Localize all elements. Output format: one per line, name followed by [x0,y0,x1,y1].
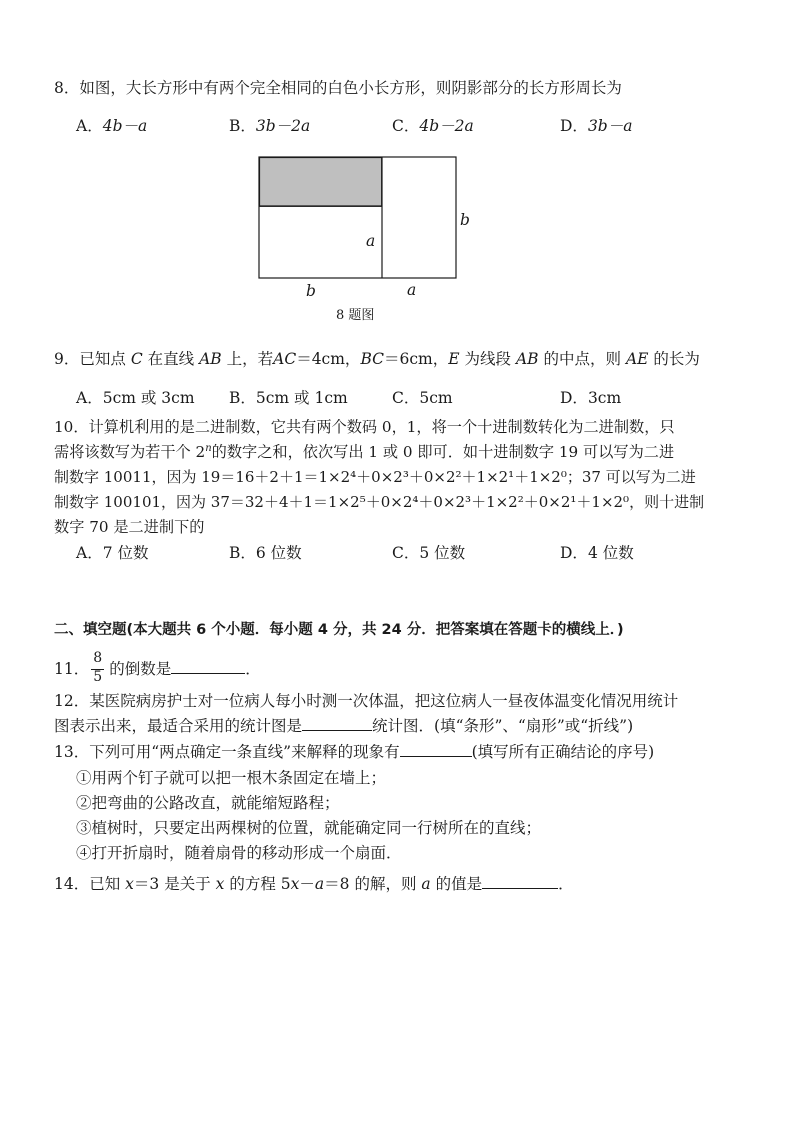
question-8-stem: 8．如图，大长方形中有两个完全相同的白色小长方形，则阴影部分的长方形周长为 [54,79,622,97]
answer-blank-12 [302,716,372,731]
section-2-heading: 二、填空题(本大题共 6 个小题．每小题 4 分，共 24 分．把答案填在答题卡的横线上．) [54,622,624,638]
question-12-line-2: 图表示出来，最适合采用的统计图是 统计图．(填“条形”、“扇形”或“折线”) [54,717,634,735]
question-13-item-4: ④打开折扇时，随着扇骨的移动形成一个扇面． [76,844,402,862]
question-13-item-1: ①用两个钉子就可以把一根木条固定在墙上； [76,769,387,787]
answer-blank-13 [400,742,472,757]
option-a: A．4b－a [76,117,148,135]
answer-blank-14 [482,874,558,889]
question-12-line-1: 12．某医院病房护士对一位病人每小时测一次体温，把这位病人一昼夜体温变化情况用统计 [54,692,679,710]
question-14: 14．已知 x＝3 是关于 x 的方程 5x－a＝8 的解，则 a 的值是 ． [54,875,574,893]
question-10-line-2: 需将该数写为若干个 2$^n$的数字之和，依次写出 1 或 0 即可．如十进制数字 19 可以写为二进 [54,443,675,461]
label-b-bottom: b [306,282,316,300]
option-b: B．6 位数 [229,544,302,562]
option-b: B．5cm 或 1cm [229,389,348,407]
option-a: A．5cm 或 3cm [76,389,195,407]
question-13-item-2: ②把弯曲的公路改直，就能缩短路程； [76,794,340,812]
question-13-item-3: ③植树时，只要定出两棵树的位置，就能确定同一行树所在的直线； [76,819,542,837]
option-d: D．4 位数 [560,544,634,562]
option-d: D．3b－a [560,117,633,135]
option-a: A．7 位数 [76,544,149,562]
fraction-8-5: $\frac{8}{5}$ [91,652,105,686]
figure-8-rectangles [0,0,794,330]
option-c: C．4b－2a [392,117,474,135]
question-13-stem: 13．下列可用“两点确定一条直线”来解释的现象有 (填写所有正确结论的序号) [54,743,655,761]
option-c: C．5cm [392,389,453,407]
label-a-bottom: a [407,281,417,299]
label-b-right: b [460,211,470,229]
question-10-line-3: 制数字 10011，因为 19＝16＋2＋1＝1×2⁴＋0×2³＋0×2²＋1×2¹＋1×2⁰；37 可以写为二进 [54,468,696,486]
figure-caption: 8 题图 [336,308,375,323]
question-11: 11． $\frac{8}{5}$ 的倒数是 ． [54,650,261,685]
question-9-stem: 9．已知点 C 在直线 AB 上，若AC＝4cm，BC＝6cm，E 为线段 AB 的中点，则 AE 的长为 [54,350,700,368]
question-10-line-1: 10．计算机利用的是二进制数，它共有两个数码 0，1，将一个十进制数转化为二进制数，只 [54,418,675,436]
option-c: C．5 位数 [392,544,466,562]
question-10-line-5: 数字 70 是二进制下的 [54,518,205,536]
label-a-inner: a [366,232,376,250]
option-b: B．3b－2a [229,117,311,135]
question-10-line-4: 制数字 100101，因为 37＝32＋4＋1＝1×2⁵＋0×2⁴＋0×2³＋1×2²＋0×2¹＋1×2⁰，则十进制 [54,493,705,511]
option-d: D．3cm [560,389,622,407]
answer-blank-11 [171,659,245,674]
shaded-rectangle [260,158,382,207]
